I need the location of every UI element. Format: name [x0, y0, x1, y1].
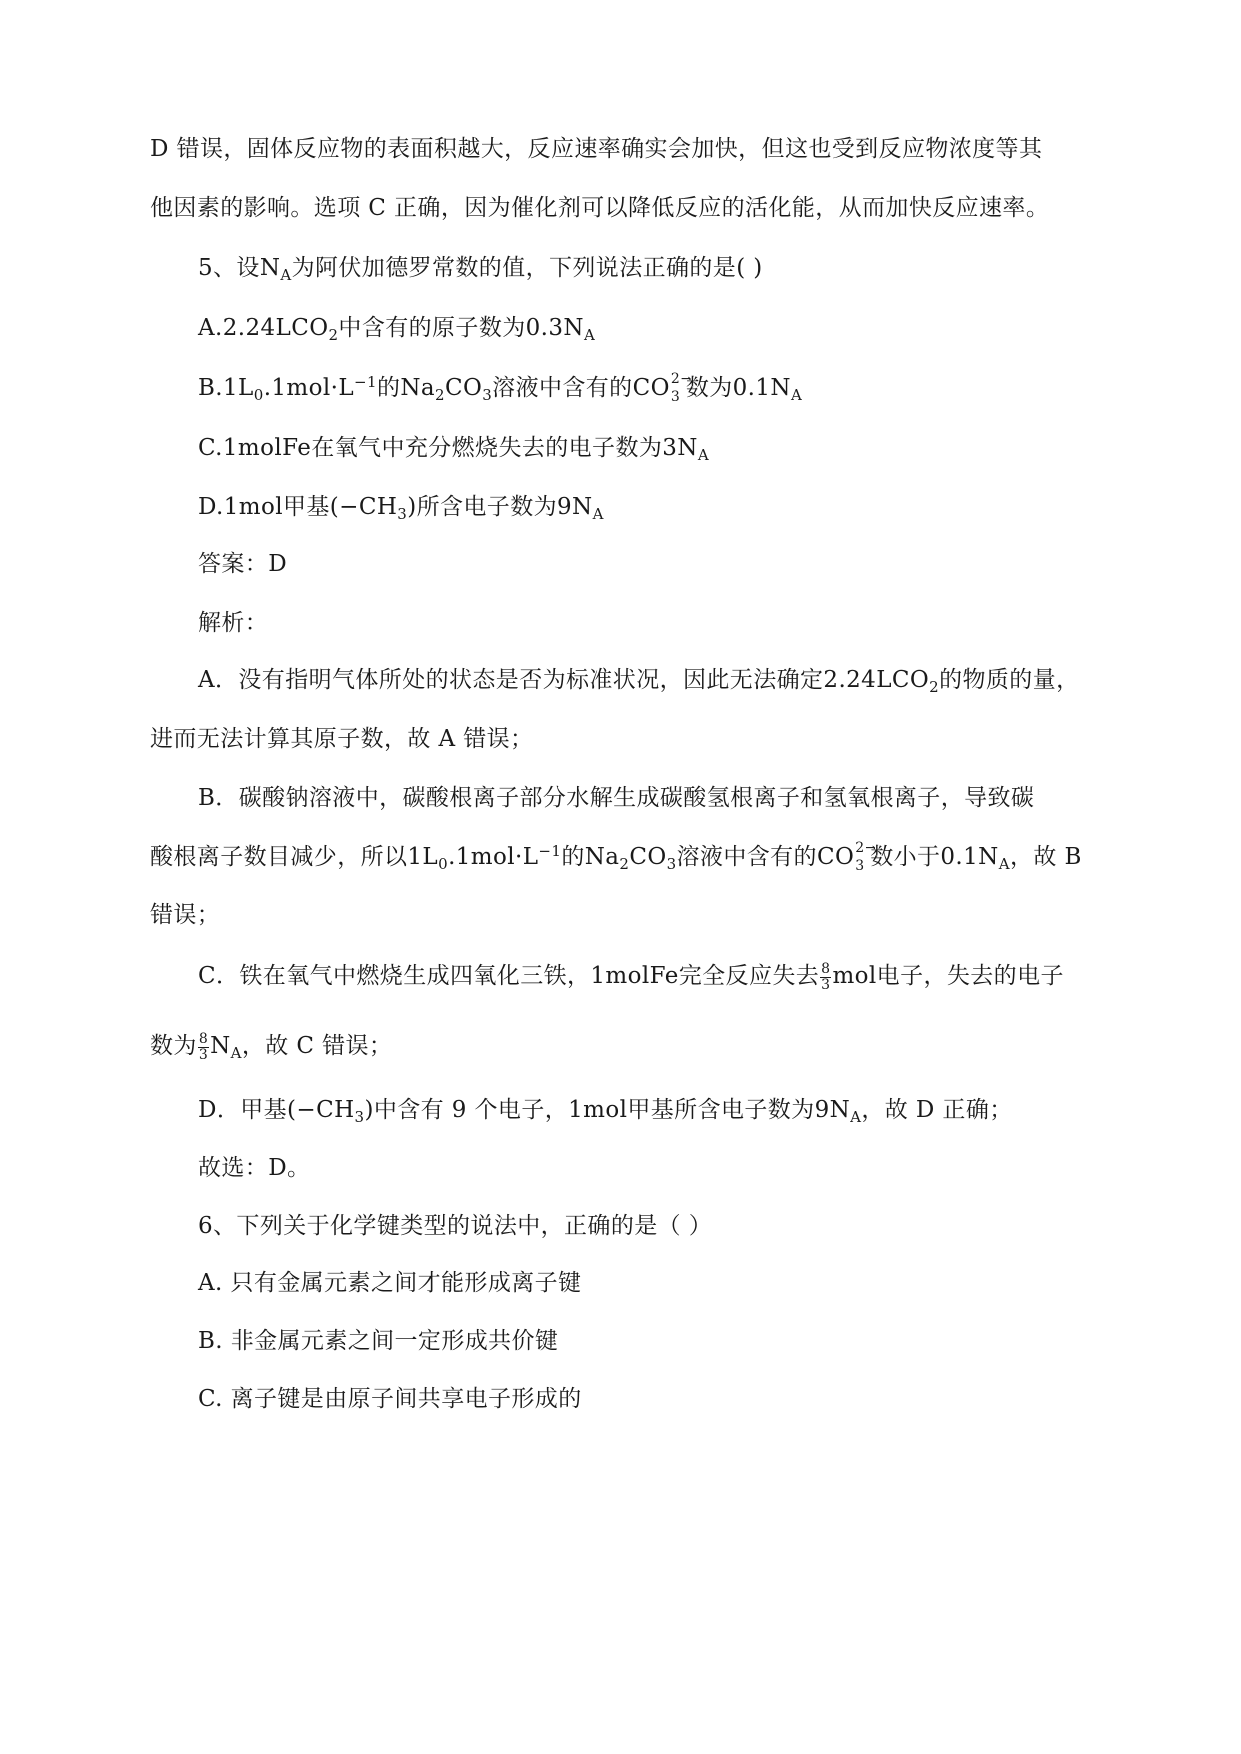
analysis-label: 解析： [198, 610, 269, 636]
analysis-b-line-1: B．碳酸钠溶液中，碳酸根离子部分水解生成碳酸氢根离子和氢氧根离子，导致碳 [198, 785, 1035, 811]
analysis-d-line: D．甲基$(-CH_3)$中含有 9 个电子，1mol甲基所含电子数为$9N_A$，故 D 正确； [198, 1097, 1013, 1126]
question-6-option-a: A. 只有金属元素之间才能形成离子键 [198, 1270, 582, 1296]
answer-line: 答案：D [198, 551, 288, 577]
analysis-b-line-3: 错误； [150, 902, 221, 928]
question-5-option-b: $B.1L_0.1mol\cdot L^{-1}$的$Na_2CO_3$溶液中含有的CO 2− 3 数为$0.1N_A$ [198, 371, 803, 405]
question-5-option-d: D.1mol甲基$(-CH_3)$所含电子数为$9N_A$ [198, 494, 604, 523]
analysis-a-line-2: 进而无法计算其原子数，故 A 错误； [150, 726, 534, 752]
fraction-eight-thirds: $\frac{8}{3}$ [198, 1030, 209, 1063]
fraction-eight-thirds: $\frac{8}{3}$ [821, 960, 831, 993]
carbonate-ion-script: 2− 3 [855, 840, 877, 874]
intro-line-2: 他因素的影响。选项 C 正确，因为催化剂可以降低反应的活化能，从而加快反应速率。 [150, 195, 1050, 221]
conclusion-line: 故选：D。 [198, 1155, 311, 1181]
analysis-c-line-2: 数为 $\frac{8}{3}$ $N_A$，故 C 错误； [150, 1030, 393, 1063]
question-5-option-c: C.1molFe在氧气中充分燃烧失去的电子数为$3N_A$ [198, 435, 710, 464]
analysis-c-line-1: C．铁在氧气中燃烧生成四氧化三铁，1molFe完全反应失去 $\frac{8}{3}$ mol电子，失去的电子 [198, 960, 1064, 993]
question-5-stem: 5、设$N_A$为阿伏加德罗常数的值，下列说法正确的是( ) [198, 255, 763, 284]
analysis-a-line-1: A．没有指明气体所处的状态是否为标准状况，因此无法确定$2.24LCO_2$的物质的量， [198, 667, 1080, 696]
question-6-option-c: C. 离子键是由原子间共享电子形成的 [198, 1386, 582, 1412]
question-6-stem: 6、下列关于化学键类型的说法中，正确的是（ ） [198, 1213, 713, 1239]
carbonate-ion-script: 2− 3 [670, 371, 693, 405]
question-6-option-b: B. 非金属元素之间一定形成共价键 [198, 1328, 559, 1354]
question-5-option-a: $A.2.24LCO_2$中含有的原子数为$0.3N_A$ [198, 315, 596, 344]
analysis-b-line-2: 酸根离子数目减少，所以$1L_0.1mol\cdot L^{-1}$的$Na_2CO_3$溶液中含有的CO 2− 3 数小于$0.1N_A$，故 B [150, 840, 1082, 874]
intro-line-1: D 错误，固体反应物的表面积越大，反应速率确实会加快，但这也受到反应物浓度等其 [150, 136, 1043, 162]
